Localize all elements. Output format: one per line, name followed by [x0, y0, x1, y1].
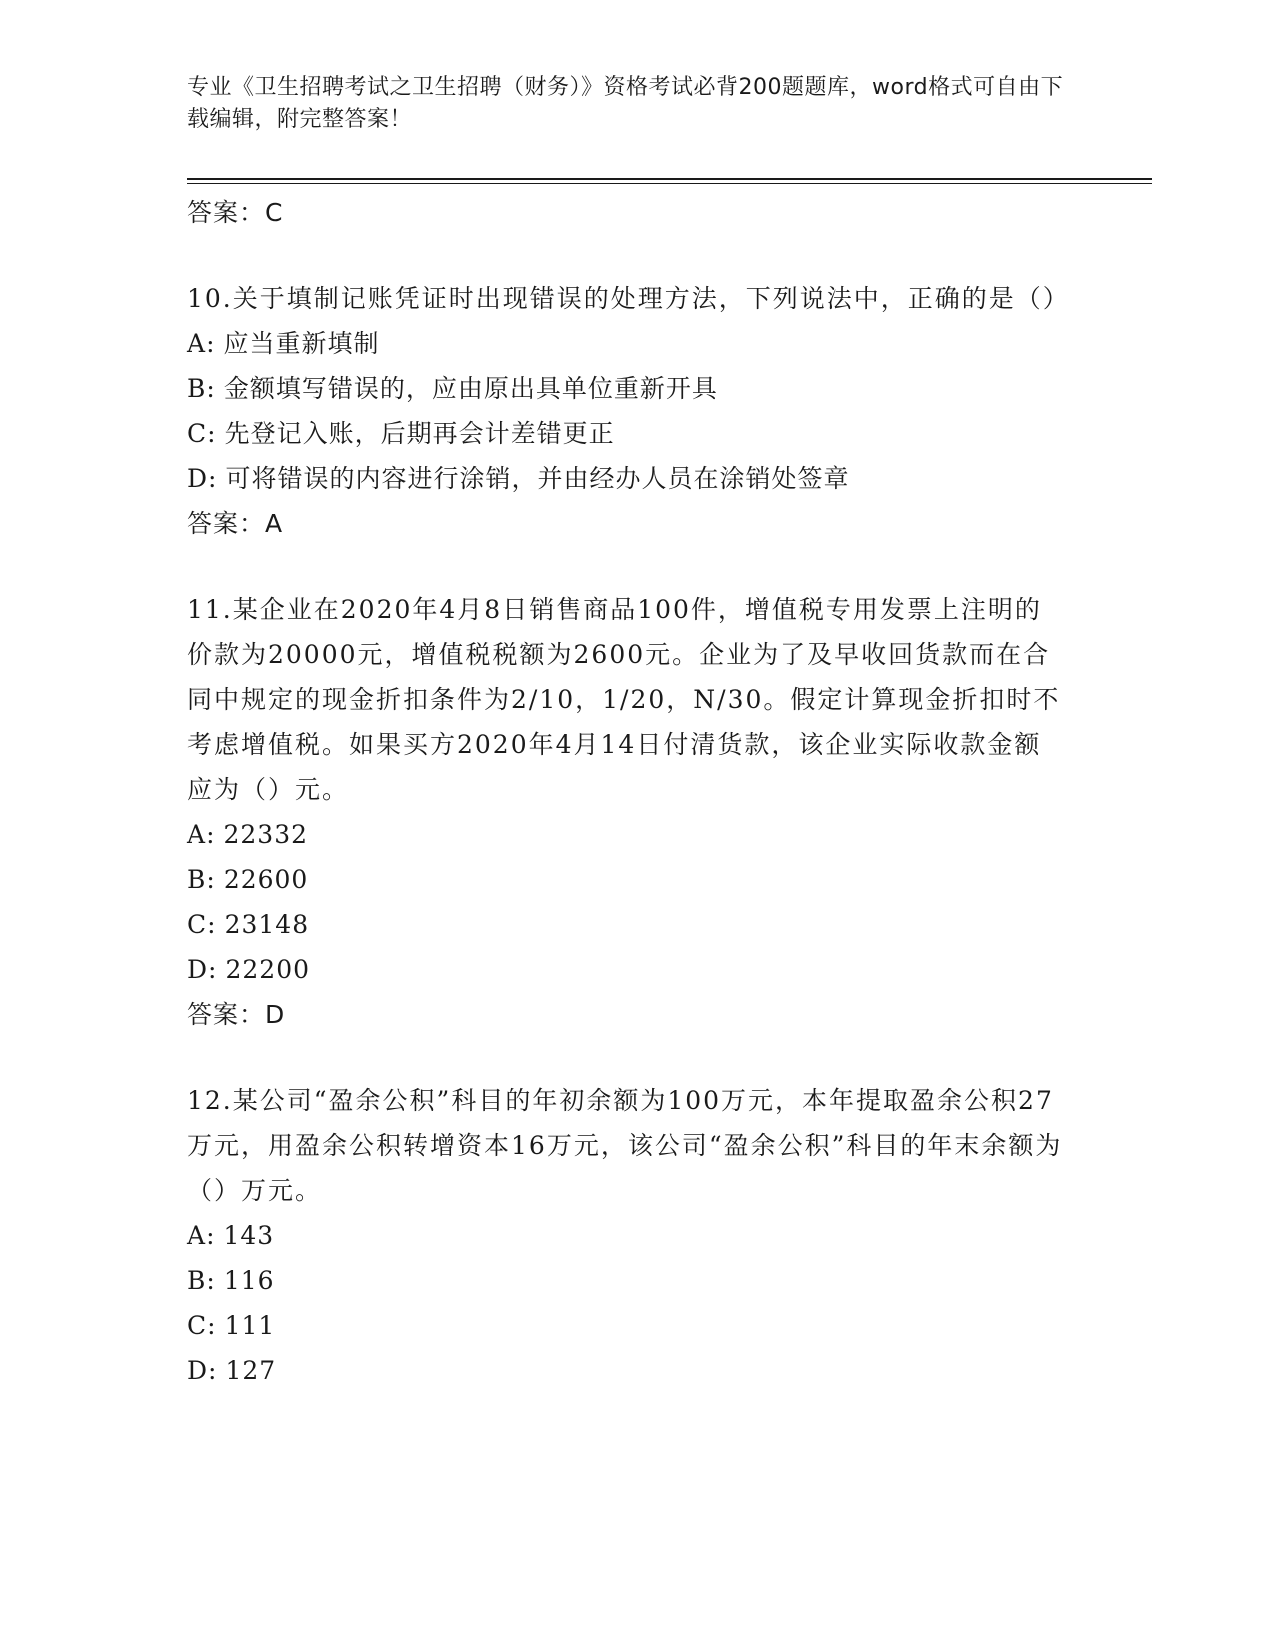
option-letter: A [187, 820, 207, 849]
option-separator: : [206, 1221, 216, 1250]
header-divider-thin [187, 183, 1152, 184]
option-separator: : [206, 865, 216, 894]
option-letter: A [187, 329, 207, 358]
option-separator: : [208, 464, 218, 493]
option-text: 23148 [224, 910, 310, 939]
option-separator: : [207, 910, 217, 939]
option-d [187, 456, 1067, 501]
option-letter: B [187, 1266, 207, 1295]
question-stem: 12.某公司“盈余公积”科目的年初余额为100万元，本年提取盈余公积27万元，用盈余公积转增资本16万元，该公司“盈余公积”科目的年末余额为（）万元。 [187, 1086, 1063, 1205]
option-text: 116 [223, 1266, 275, 1295]
answer-line [187, 992, 1067, 1038]
option-text: 金额填写错误的，应由原出具单位重新开具 [223, 374, 718, 403]
answer-prefix: 答案： [187, 509, 266, 538]
option-a [187, 1213, 1067, 1258]
option-letter: D [187, 1356, 209, 1385]
header-divider-thick [187, 178, 1152, 180]
option-separator: : [208, 955, 218, 984]
option-letter: C [187, 1311, 208, 1340]
option-letter: C [187, 910, 208, 939]
option-separator: : [206, 329, 216, 358]
header-text: 专业《卫生招聘考试之卫生招聘（财务）》资格考试必背200题题库，word格式可自由下载编辑，附完整答案！ [187, 75, 1064, 132]
question-list [187, 190, 1070, 1393]
option-separator: : [206, 1266, 216, 1295]
question-stem: 10.关于填制记账凭证时出现错误的处理方法，下列说法中，正确的是（） [187, 284, 1070, 313]
question-10 [187, 276, 1070, 547]
option-letter: D [187, 464, 209, 493]
option-a [187, 321, 1067, 366]
answer-value: C [265, 198, 284, 227]
option-c [187, 1303, 1067, 1348]
option-b [187, 1258, 1067, 1303]
option-d [187, 947, 1067, 992]
question-12 [187, 1078, 1067, 1393]
option-separator: : [206, 374, 216, 403]
option-text: 22200 [225, 955, 311, 984]
option-separator: : [207, 419, 217, 448]
option-text: 应当重新填制 [223, 329, 380, 358]
option-letter: B [187, 865, 207, 894]
option-separator: : [207, 1311, 217, 1340]
option-text: 先登记入账，后期再会计差错更正 [224, 419, 615, 448]
answer-line [187, 501, 1067, 547]
option-letter: C [187, 419, 208, 448]
option-text: 127 [225, 1356, 277, 1385]
answer-value: D [265, 1000, 286, 1029]
question-11 [187, 587, 1067, 1038]
option-text: 可将错误的内容进行涂销，并由经办人员在涂销处签章 [225, 464, 850, 493]
option-letter: A [187, 1221, 207, 1250]
option-c [187, 411, 1067, 456]
option-letter: B [187, 374, 207, 403]
answer-value: A [265, 509, 284, 538]
question-stem: 11.某企业在2020年4月8日销售商品100件，增值税专用发票上注明的价款为20000元，增值税税额为2600元。企业为了及早收回货款而在合同中规定的现金折扣条件为2/10，1/20，N/30。假定计算现金折扣时不考虑增值税。如果买方2020年4月14日付清货款，该企业实际收款金额应为（）元。 [187, 595, 1061, 804]
option-separator: : [208, 1356, 218, 1385]
option-c [187, 902, 1067, 947]
option-letter: D [187, 955, 209, 984]
answer-line [187, 190, 1067, 236]
option-separator: : [206, 820, 216, 849]
option-text: 111 [224, 1311, 276, 1340]
answer-prefix: 答案： [187, 1000, 266, 1029]
option-text: 22600 [223, 865, 309, 894]
option-text: 22332 [223, 820, 309, 849]
option-text: 143 [223, 1221, 275, 1250]
option-b [187, 857, 1067, 902]
option-d [187, 1348, 1067, 1393]
option-b [187, 366, 1067, 411]
option-a [187, 812, 1067, 857]
page-header [187, 72, 1067, 136]
answer-prefix: 答案： [187, 198, 266, 227]
